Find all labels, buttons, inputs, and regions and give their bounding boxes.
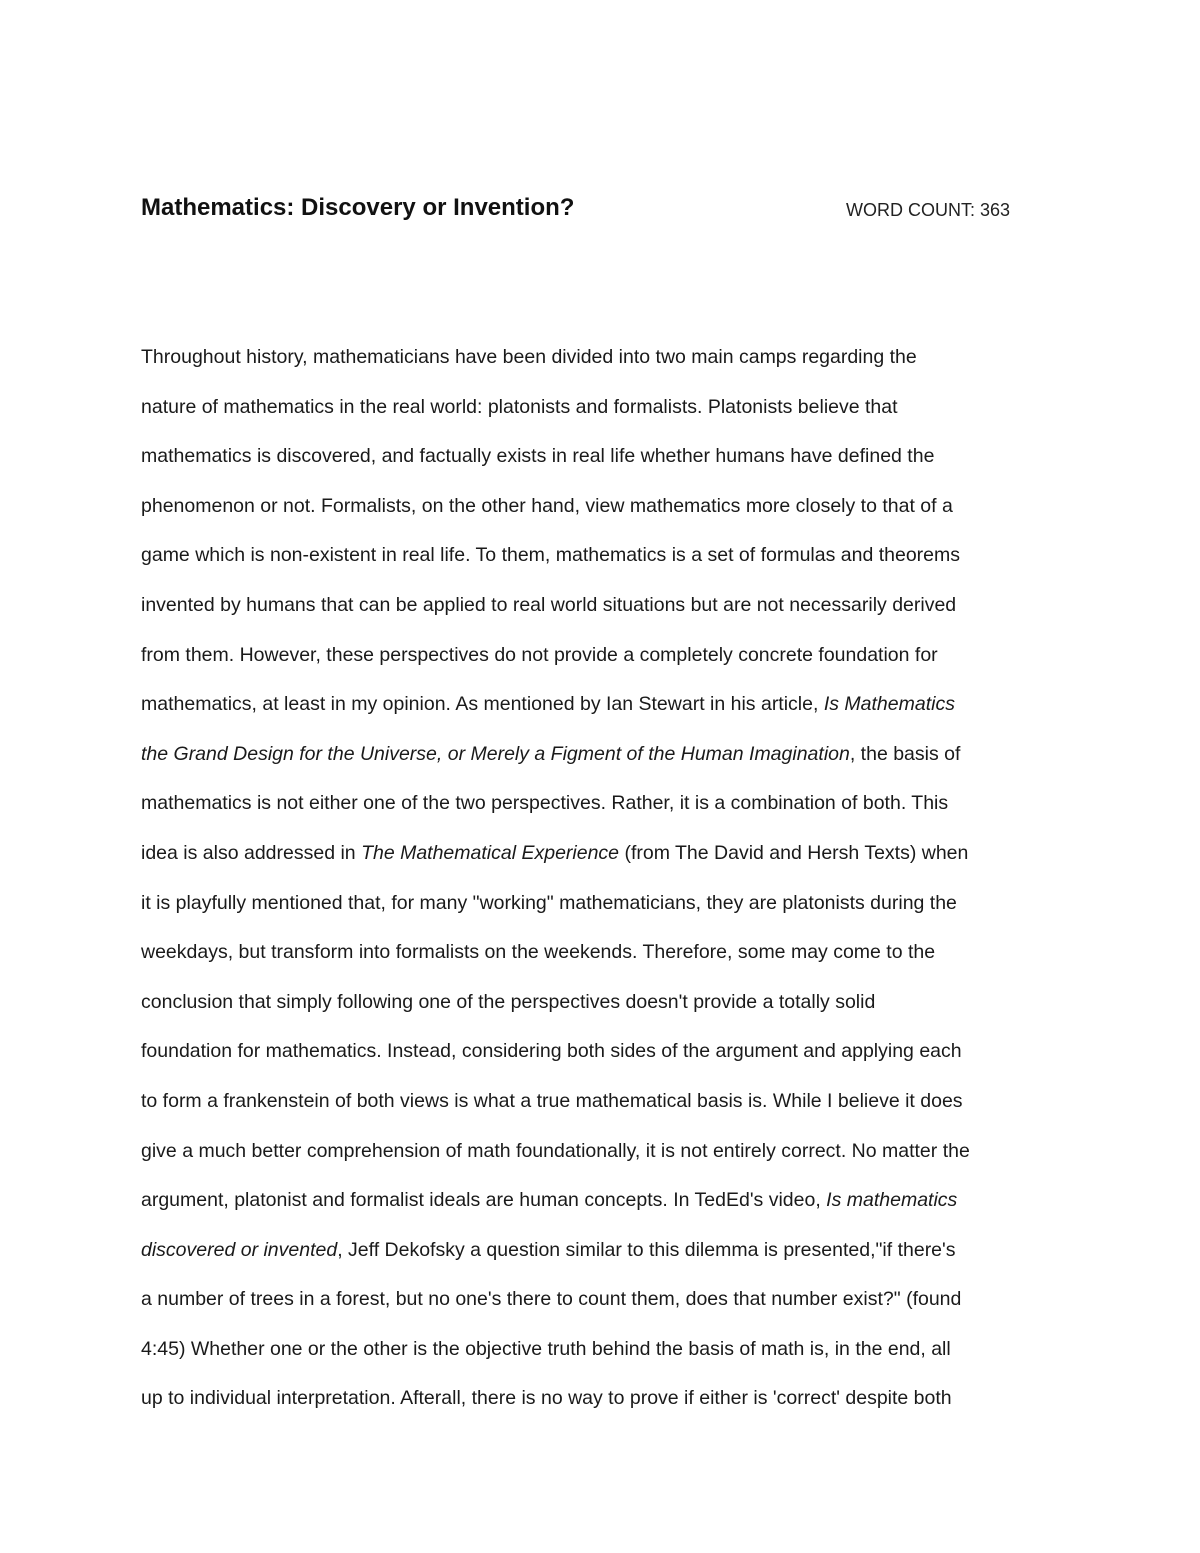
essay-line <box>141 489 1071 539</box>
essay-text: nature of mathematics in the real world: platonists and formalists. Platonists believe that <box>141 395 898 418</box>
italic-title-text: Is Mathematics <box>823 693 955 716</box>
essay-text: phenomenon or not. Formalists, on the other hand, view mathematics more closely to that of a <box>141 494 953 517</box>
essay-line <box>141 1134 1071 1184</box>
essay-text: Throughout history, mathematicians have been divided into two main camps regarding the <box>141 346 917 368</box>
essay-text: , Jeff Dekofsky a question similar to this dilemma is presented,"if there's <box>337 1238 956 1261</box>
essay-line <box>141 1183 1071 1233</box>
essay-line <box>141 786 1071 836</box>
essay-line <box>141 638 1071 688</box>
essay-text: game which is non-existent in real life. To them, mathematics is a set of formulas and theorems <box>141 544 961 567</box>
essay-text: a number of trees in a forest, but no one's there to count them, does that number exist?" (found <box>141 1288 962 1311</box>
essay-line <box>141 1381 1071 1431</box>
essay-line <box>141 1034 1071 1084</box>
essay-text: foundation for mathematics. Instead, considering both sides of the argument and applying each <box>141 1040 962 1063</box>
essay-line <box>141 439 1071 489</box>
essay-line <box>141 836 1071 886</box>
italic-title-text: The Mathematical Experience <box>361 841 620 864</box>
essay-line <box>141 340 1071 390</box>
essay-line <box>141 1233 1071 1283</box>
essay-text: (from The David and Hersh Texts) when <box>619 841 969 864</box>
essay-text: mathematics, at least in my opinion. As mentioned by Ian Stewart in his article, <box>141 693 824 716</box>
essay-line <box>141 588 1071 638</box>
essay-line <box>141 390 1071 440</box>
essay-line <box>141 737 1071 787</box>
essay-text: up to individual interpretation. Afterall, there is no way to prove if either is 'correct' despite both <box>141 1387 952 1410</box>
essay-line <box>141 886 1071 936</box>
essay-text: it is playfully mentioned that, for many "working" mathematicians, they are platonists during the <box>141 891 957 914</box>
essay-line <box>141 1282 1071 1332</box>
word-count-label: WORD COUNT: 363 <box>846 200 1011 220</box>
essay-text: mathematics is discovered, and factually exists in real life whether humans have defined the <box>141 445 935 468</box>
essay-line <box>141 1084 1071 1134</box>
italic-title-text: the Grand Design for the Universe, or Merely a Figment of the Human Imagination <box>141 742 850 765</box>
essay-text: give a much better comprehension of math foundationally, it is not entirely correct. No matter the <box>141 1139 970 1162</box>
essay-line <box>141 935 1071 985</box>
essay-text: from them. However, these perspectives do not provide a completely concrete foundation for <box>141 643 938 666</box>
essay-body <box>141 340 1071 1431</box>
essay-line <box>141 985 1071 1035</box>
essay-text: idea is also addressed in <box>141 841 362 864</box>
essay-line <box>141 538 1071 588</box>
essay-text: to form a frankenstein of both views is what a true mathematical basis is. While I believe it does <box>141 1089 963 1112</box>
italic-title-text: discovered or invented <box>141 1238 338 1261</box>
document-title: Mathematics: Discovery or Invention? <box>141 194 575 221</box>
essay-line <box>141 687 1071 737</box>
essay-text: mathematics is not either one of the two perspectives. Rather, it is a combination of both. This <box>141 792 949 815</box>
essay-text: 4:45) Whether one or the other is the objective truth behind the basis of math is, in the end, all <box>141 1337 951 1360</box>
essay-text: conclusion that simply following one of the perspectives doesn't provide a totally solid <box>141 990 876 1013</box>
essay-text: invented by humans that can be applied to real world situations but are not necessarily derived <box>141 593 957 616</box>
essay-text: , the basis of <box>849 742 961 765</box>
essay-text: weekdays, but transform into formalists on the weekends. Therefore, some may come to the <box>141 941 936 964</box>
italic-title-text: Is mathematics <box>826 1189 958 1212</box>
essay-text: argument, platonist and formalist ideals are human concepts. In TedEd's video, <box>141 1189 827 1212</box>
essay-line <box>141 1332 1071 1382</box>
